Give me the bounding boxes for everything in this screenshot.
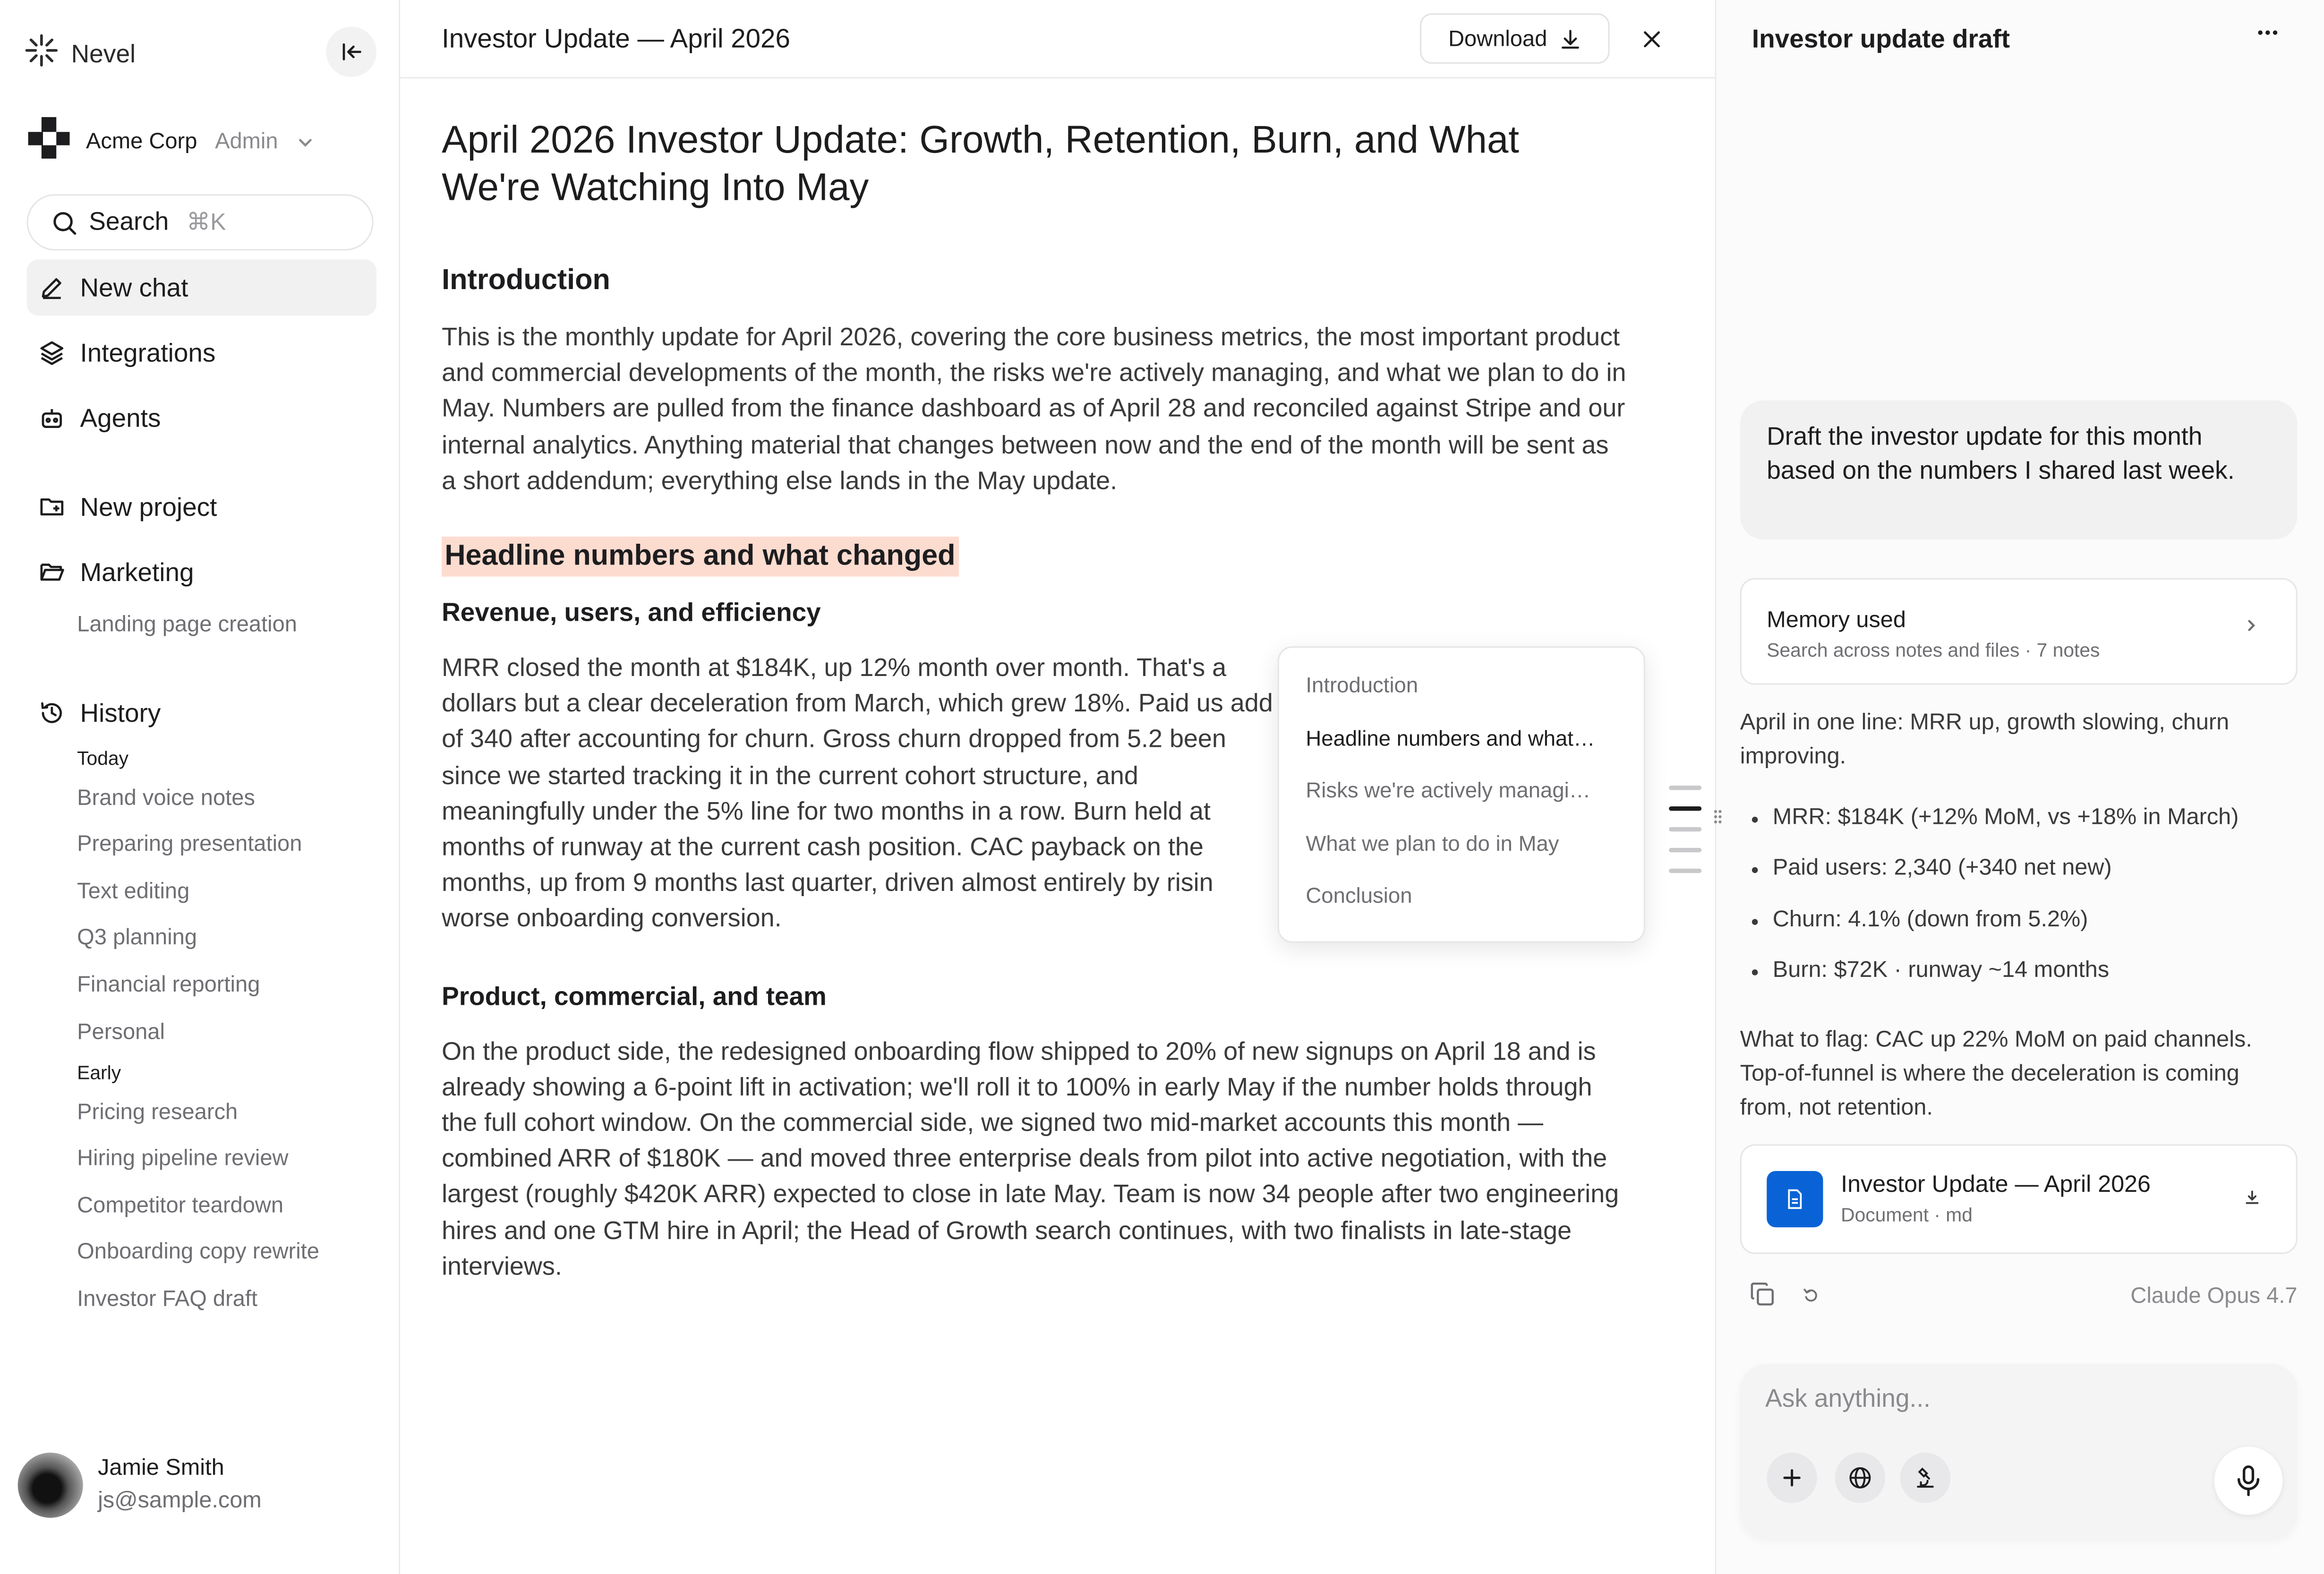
toc-item[interactable]: Introduction <box>1306 674 1418 698</box>
retry-icon[interactable] <box>1803 1284 1820 1311</box>
memory-used-card[interactable] <box>1740 578 2298 685</box>
org-switcher[interactable] <box>26 116 313 168</box>
history-item[interactable]: Pricing research <box>77 1100 238 1125</box>
table-of-contents-popover <box>1278 646 1645 943</box>
folder-plus-icon <box>39 494 65 520</box>
folder-open-icon <box>39 559 65 585</box>
chat-title: Investor update draft <box>1752 24 2010 53</box>
section-heading-introduction: Introduction <box>442 264 610 297</box>
project-item-landing-page[interactable]: Landing page creation <box>77 612 298 638</box>
nav-agents-label: Agents <box>80 402 161 432</box>
list-item-text: Paid users: 2,340 (+340 net new) <box>1772 855 2112 881</box>
collapse-sidebar-button[interactable] <box>326 26 376 77</box>
user-message: Draft the investor update for this month based on the numbers I shared last week. <box>1740 400 2298 539</box>
chevron-right-icon <box>2246 615 2257 637</box>
list-item <box>1752 958 2239 1009</box>
org-logo-icon <box>26 116 71 168</box>
microscope-icon <box>1914 1466 1937 1489</box>
assistant-flag: What to flag: CAC up 22% MoM on paid channels. Top-of-funnel is where the deceleration is coming from, not retention. <box>1740 1027 2252 1121</box>
org-name: Acme Corp <box>85 128 197 154</box>
toc-item[interactable]: Conclusion <box>1306 885 1412 909</box>
search-label: Search <box>89 207 169 236</box>
introduction-paragraph: This is the monthly update for April 2026, covering the core business metrics, the most important product and commercial developments of the month, the risks we're actively managing, and what we plan to do in May. Numbers are pulled from the finance dashboard as of April 28 and reconciled against Stripe and our internal analytics. Anything material that changes between now and the end of the month will be sent as a short addendum; everything else lands in the May update. <box>442 321 1626 495</box>
assistant-summary: April in one line: MRR up, growth slowing, churn improving. <box>1740 710 2230 770</box>
toc-rail[interactable] <box>1669 786 1701 890</box>
section-heading-headline-numbers: Headline numbers and what changed <box>442 537 958 577</box>
toc-rail-mark-active <box>1669 806 1701 811</box>
more-options-button[interactable] <box>2256 21 2280 52</box>
subheading-product: Product, commercial, and team <box>442 981 827 1010</box>
avatar <box>18 1453 83 1518</box>
nav-marketing[interactable] <box>26 544 376 600</box>
history-item[interactable]: Personal <box>77 1019 165 1045</box>
revenue-paragraph: MRR closed the month at $184K, up 12% month over month. That's a dollars but a clear deceleration from March, which grew 18%. Paid us add of 340 after accounting for churn. Gross churn dropped from 5.2 been since we started tracking it in the current cohort structure, and meaningfully under the 5% line for two months in a row. Burn held at months of runway at the current cash position. CAC payback on the months, up from 9 months last quarter, driven almost entirely by risin worse onboarding conversion. <box>442 652 1273 933</box>
research-button[interactable] <box>1900 1453 1951 1503</box>
list-item-text: Churn: 4.1% (down from 5.2%) <box>1772 907 2088 932</box>
nav-new-project-label: New project <box>80 491 217 521</box>
composer <box>1740 1364 2298 1539</box>
memory-title: Memory used <box>1767 607 1906 633</box>
toc-rail-mark <box>1669 827 1701 831</box>
copy-icon[interactable] <box>1749 1281 1776 1315</box>
history-item[interactable]: Financial reporting <box>77 972 260 998</box>
globe-icon <box>1848 1466 1872 1489</box>
chat-panel <box>1717 0 2324 1574</box>
history-item[interactable]: Onboarding copy rewrite <box>77 1239 319 1265</box>
list-item <box>1752 907 2239 958</box>
file-download-icon[interactable] <box>2244 1186 2261 1212</box>
pencil-icon <box>39 274 65 300</box>
search-icon <box>52 210 77 235</box>
web-search-button[interactable] <box>1835 1453 1886 1503</box>
sidebar <box>0 0 400 1574</box>
history-item[interactable]: Q3 planning <box>77 924 197 950</box>
layers-icon <box>39 340 65 366</box>
nav-integrations[interactable] <box>26 325 376 381</box>
list-item-text: MRR: $184K (+12% MoM, vs +18% in March) <box>1772 804 2239 830</box>
close-document-button[interactable] <box>1636 24 1666 53</box>
model-name[interactable]: Claude Opus 4.7 <box>2130 1283 2298 1309</box>
file-attachment-card[interactable] <box>1740 1144 2298 1254</box>
nav-new-chat-label: New chat <box>80 272 188 302</box>
document-tab-title: Investor Update — April 2026 <box>442 24 790 53</box>
toc-item-active[interactable]: Headline numbers and what… <box>1306 727 1595 751</box>
download-button[interactable] <box>1420 13 1610 64</box>
chat-input[interactable] <box>1765 1385 2210 1414</box>
add-attachment-button[interactable] <box>1767 1453 1817 1503</box>
sparkle-logo-icon <box>24 33 59 76</box>
nav-marketing-label: Marketing <box>80 556 194 586</box>
toc-item[interactable]: What we plan to do in May <box>1306 832 1559 856</box>
plus-icon <box>1782 1467 1803 1488</box>
toc-item[interactable]: Risks we're actively managi… <box>1306 779 1591 804</box>
document-header <box>400 0 1715 78</box>
search-shortcut: ⌘K <box>186 210 226 236</box>
history-item[interactable]: Text editing <box>77 879 190 905</box>
product-paragraph: On the product side, the redesigned onboarding flow shipped to 20% of new signups on April 18 and is already showing a 6-point lift in activation; we'll roll it to 100% in early May if the number holds through the full cohort window. On the commercial side, we signed two mid-market accounts this month — combined ARR of $180K — and moved three enterprise deals from pilot into active negotiation, with the largest (roughly $420K ARR) expected to close in late May. Team is now 34 people after two engineering hires and one GTM hire in April; the Head of Growth search continues, with two finalists in late-stage interviews. <box>442 1035 1619 1281</box>
robot-icon <box>39 405 65 431</box>
toc-rail-mark <box>1669 786 1701 790</box>
memory-subtitle: Search across notes and files · 7 notes <box>1767 639 2100 661</box>
nav-history[interactable] <box>26 685 376 741</box>
collapse-left-icon <box>340 40 363 64</box>
history-item[interactable]: Competitor teardown <box>77 1193 284 1219</box>
message-actions <box>1749 1281 1820 1315</box>
org-role: Admin <box>215 128 278 154</box>
document-file-icon <box>1767 1171 1823 1227</box>
history-icon <box>39 700 65 726</box>
user-profile[interactable] <box>18 1453 262 1518</box>
list-item-text: Burn: $72K · runway ~14 months <box>1772 957 2110 983</box>
search-button[interactable] <box>26 194 373 250</box>
toc-rail-mark <box>1669 869 1701 873</box>
chevron-down-icon <box>296 133 314 151</box>
list-item <box>1752 805 2239 856</box>
history-item[interactable]: Brand voice notes <box>77 786 255 811</box>
user-email: js@sample.com <box>98 1488 262 1514</box>
nav-integrations-label: Integrations <box>80 337 216 367</box>
nav-new-project[interactable] <box>26 479 376 535</box>
download-label: Download <box>1448 26 1547 51</box>
nav-agents[interactable] <box>26 390 376 446</box>
subheading-revenue: Revenue, users, and efficiency <box>442 597 821 627</box>
file-subtitle: Document · md <box>1841 1203 1973 1226</box>
list-item <box>1752 855 2239 907</box>
history-item[interactable]: Hiring pipeline review <box>77 1146 289 1171</box>
close-icon <box>1641 29 1661 48</box>
toc-rail-mark <box>1669 848 1701 852</box>
document-title: April 2026 Investor Update: Growth, Retention, Burn, and What We're Watching Into May <box>442 117 1520 209</box>
history-group-early: Early <box>77 1061 121 1084</box>
more-horizontal-icon <box>2256 21 2280 44</box>
nav-history-label: History <box>80 697 161 727</box>
app-name: Nevel <box>71 39 136 68</box>
history-item[interactable]: Preparing presentation <box>77 831 302 857</box>
brand[interactable] <box>24 33 136 76</box>
file-title: Investor Update — April 2026 <box>1841 1172 2151 1198</box>
microphone-icon <box>2235 1464 2262 1497</box>
nav-new-chat[interactable] <box>26 259 376 316</box>
history-group-today: Today <box>77 747 129 770</box>
resize-handle-icon[interactable] <box>1713 809 1722 824</box>
download-icon <box>1559 27 1581 50</box>
metrics-list <box>1752 805 2239 1008</box>
history-item[interactable]: Investor FAQ draft <box>77 1286 258 1312</box>
microphone-button[interactable] <box>2214 1446 2282 1514</box>
user-name: Jamie Smith <box>98 1455 224 1481</box>
